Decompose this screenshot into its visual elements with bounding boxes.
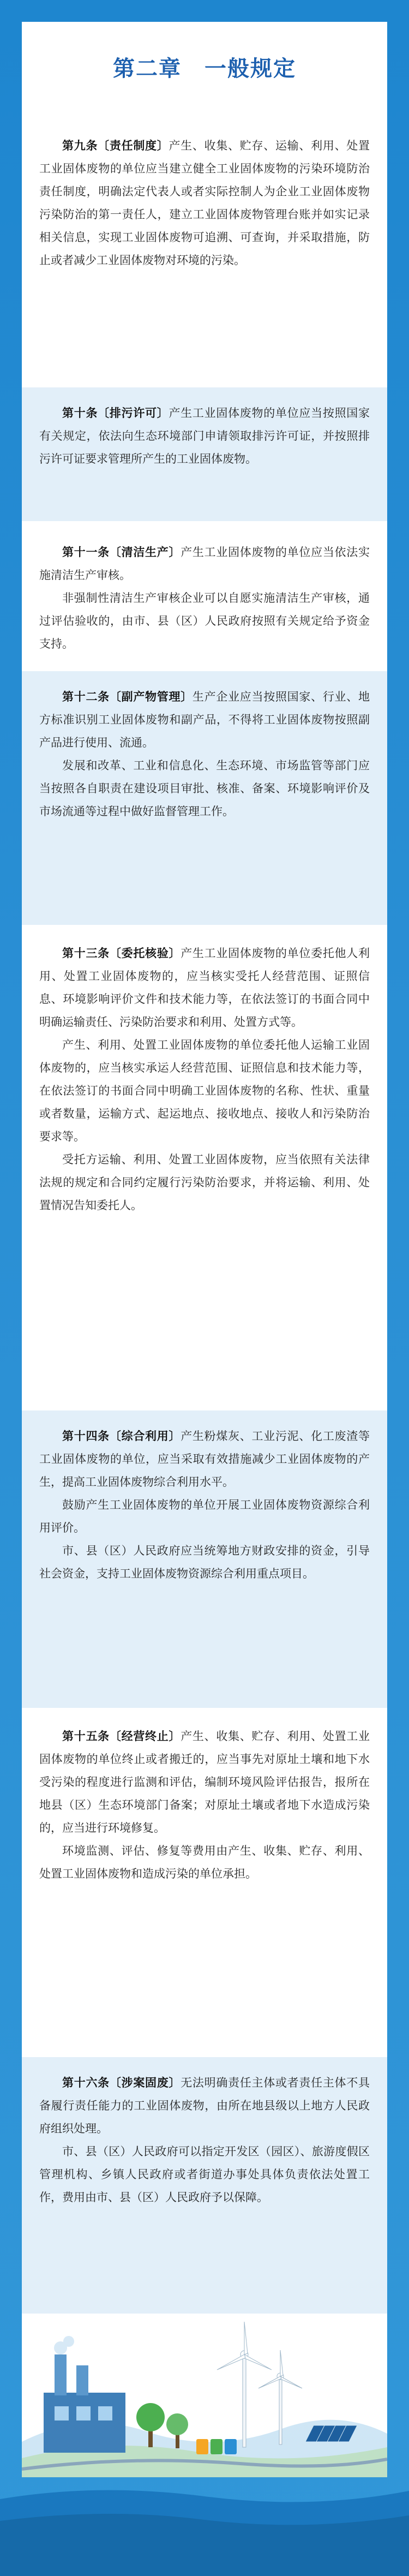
document-frame — [22, 22, 387, 2477]
article-paragraph: 第十二条〔副产物管理〕生产企业应当按照国家、行业、地方标准识别工业固体废物和副产品，不得将工业固体废物按照副产品进行使用、流通。 — [39, 690, 370, 749]
article-paragraph: 第十四条〔综合利用〕产生粉煤灰、工业污泥、化工废渣等工业固体废物的单位，应当采取有效措施减少工业固体废物的产生，提高工业固体废物综合利用水平。 — [39, 1430, 370, 1489]
article-16-section — [22, 2057, 387, 2314]
article-paragraph: 第九条〔责任制度〕产生、收集、贮存、运输、利用、处置工业固体废物的单位应当建立健全工业固体废物的污染环境防治责任制度，明确法定代表人或者实际控制人为企业工业固体废物污染防治的第一责任人，建立工业固体废物管理台账并如实记录相关信息，实现工业固体废物可追溯、可查询，并采取措施，防止或者减少工业固体废物对环境的污染。 — [39, 139, 370, 267]
article-10-section — [22, 387, 387, 521]
article-paragraph: 第十一条〔清洁生产〕产生工业固体废物的单位应当依法实施清洁生产审核。 — [39, 546, 370, 582]
article-14-section — [22, 1410, 387, 1708]
article-paragraph: 第十五条〔经营终止〕产生、收集、贮存、利用、处置工业固体废物的单位终止或者搬迁的，应当事先对原址土壤和地下水受污染的程度进行监测和评估，编制环境风险评估报告，报所在地县（区）生态环境部门备案；对原址土壤或者地下水造成污染的，应当进行环境修复。 — [39, 1730, 370, 1834]
article-13-section — [22, 928, 387, 1408]
article-paragraph: 鼓励产生工业固体废物的单位开展工业固体废物资源综合利用评价。 — [39, 1498, 370, 1534]
article-paragraph: 环境监测、评估、修复等费用由产生、收集、贮存、利用、处置工业固体废物和造成污染的单位承担。 — [39, 1844, 370, 1880]
recycle-bin-icon — [196, 2439, 237, 2454]
article-heading: 第十四条〔综合利用〕 — [62, 1430, 181, 1443]
article-heading: 第十五条〔经营终止〕 — [62, 1730, 181, 1743]
article-11-section — [22, 527, 387, 668]
article-heading: 第九条〔责任制度〕 — [62, 139, 169, 152]
article-12-section — [22, 671, 387, 925]
article-paragraph: 市、县（区）人民政府可以指定开发区（园区）、旅游度假区管理机构、乡镇人民政府或者街道办事处具体负责依法处置工作，费用由市、县（区）人民政府予以保障。 — [39, 2145, 370, 2204]
article-heading: 第十条〔排污许可〕 — [62, 407, 169, 420]
article-paragraph: 第十三条〔委托核验〕产生工业固体废物的单位委托他人利用、处置工业固体废物的，应当核实受托人经营范围、证照信息、环境影响评价文件和技术能力等，在依法签订的书面合同中明确运输责任、污染防治要求和利用、处置方式等。 — [39, 947, 370, 1029]
article-heading: 第十二条〔副产物管理〕 — [62, 690, 193, 703]
article-paragraph: 第十六条〔涉案固废〕无法明确责任主体或者责任主体不具备履行责任能力的工业固体废物，由所在地县级以上地方人民政府组织处理。 — [39, 2076, 370, 2135]
article-heading: 第十三条〔委托核验〕 — [62, 947, 181, 960]
chapter-title: 第二章 一般规定 — [113, 56, 296, 81]
article-paragraph: 非强制性清洁生产审核企业可以自愿实施清洁生产审核，通过评估验收的，由市、县（区）人民政府按照有关规定给予资金支持。 — [39, 591, 370, 650]
solar-panel-icon — [305, 2425, 357, 2442]
illustration-area — [22, 2316, 387, 2477]
article-paragraph: 发展和改革、工业和信息化、生态环境、市场监管等部门应当按照各自职责在建设项目审批、核准、备案、环境影响评价及市场流通等过程中做好监督管理工作。 — [39, 759, 370, 818]
article-heading: 第十一条〔清洁生产〕 — [62, 546, 181, 559]
article-paragraph: 市、县（区）人民政府应当统筹地方财政安排的资金，引导社会资金，支持工业固体废物资源综合利用重点项目。 — [39, 1544, 370, 1580]
article-9-section — [22, 120, 387, 385]
article-15-section — [22, 1711, 387, 2054]
article-paragraph: 产生、利用、处置工业固体废物的单位委托他人运输工业固体废物的，应当核实承运人经营范围、证照信息和技术能力等，在依法签订的书面合同中明确工业固体废物的名称、性状、重量或者数量，运输方式、起运地点、接收地点、接收人和污染防治要求等。 — [39, 1038, 370, 1143]
page-footer — [0, 2477, 409, 2576]
factory-icon — [44, 2336, 125, 2453]
article-heading: 第十六条〔涉案固废〕 — [62, 2076, 181, 2089]
footer-wave — [0, 2477, 409, 2576]
article-paragraph: 第十条〔排污许可〕产生工业固体废物的单位应当按照国家有关规定，依法向生态环境部门申请领取排污许可证，并按照排污许可证要求管理所产生的工业固体废物。 — [39, 407, 370, 465]
chapter-title-bar — [22, 22, 387, 112]
article-paragraph: 受托方运输、利用、处置工业固体废物，应当依照有关法律法规的规定和合同约定履行污染防治要求，并将运输、利用、处置情况告知委托人。 — [39, 1153, 370, 1212]
eco-illustration — [22, 2316, 387, 2477]
